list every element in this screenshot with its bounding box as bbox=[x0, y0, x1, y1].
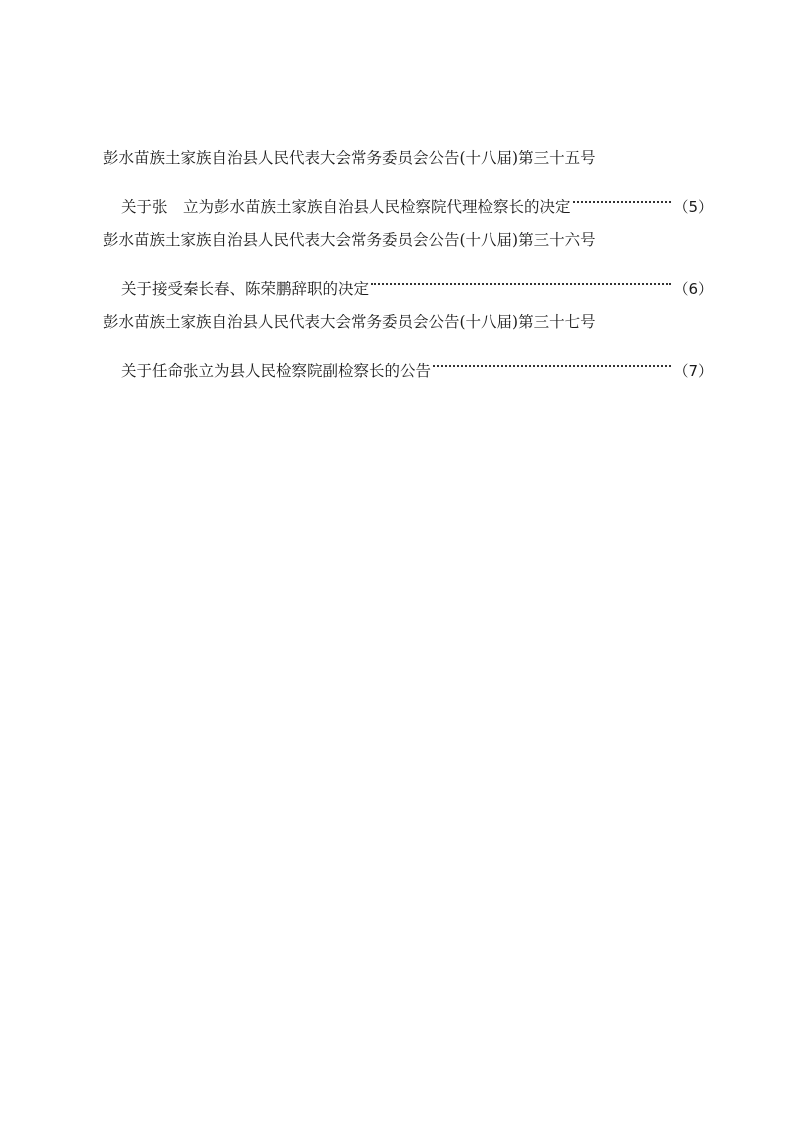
announcement-heading: 彭水苗族土家族自治县人民代表大会常务委员会公告(十八届)第三十七号 bbox=[103, 313, 596, 331]
toc-entry-title: 关于张 立为彭水苗族土家族自治县人民检察院代理检察长的决定 bbox=[121, 198, 571, 216]
table-of-contents bbox=[103, 144, 713, 390]
toc-section bbox=[103, 308, 713, 380]
announcement-heading: 彭水苗族土家族自治县人民代表大会常务委员会公告(十八届)第三十六号 bbox=[103, 231, 596, 249]
toc-entry-link[interactable] bbox=[103, 348, 713, 380]
toc-section bbox=[103, 226, 713, 298]
toc-entry-title: 关于接受秦长春、陈荣鹏辞职的决定 bbox=[121, 280, 370, 298]
announcement-heading: 彭水苗族土家族自治县人民代表大会常务委员会公告(十八届)第三十五号 bbox=[103, 149, 596, 167]
page-number: （5） bbox=[673, 198, 713, 216]
toc-entry-link[interactable] bbox=[103, 266, 713, 298]
page-number: （7） bbox=[673, 362, 713, 380]
dot-leader bbox=[371, 266, 671, 294]
toc-section bbox=[103, 144, 713, 216]
page-number: （6） bbox=[673, 280, 713, 298]
dot-leader bbox=[433, 348, 671, 376]
dot-leader bbox=[573, 184, 672, 212]
toc-entry-title: 关于任命张立为县人民检察院副检察长的公告 bbox=[121, 362, 432, 380]
toc-entry-link[interactable] bbox=[103, 184, 713, 216]
